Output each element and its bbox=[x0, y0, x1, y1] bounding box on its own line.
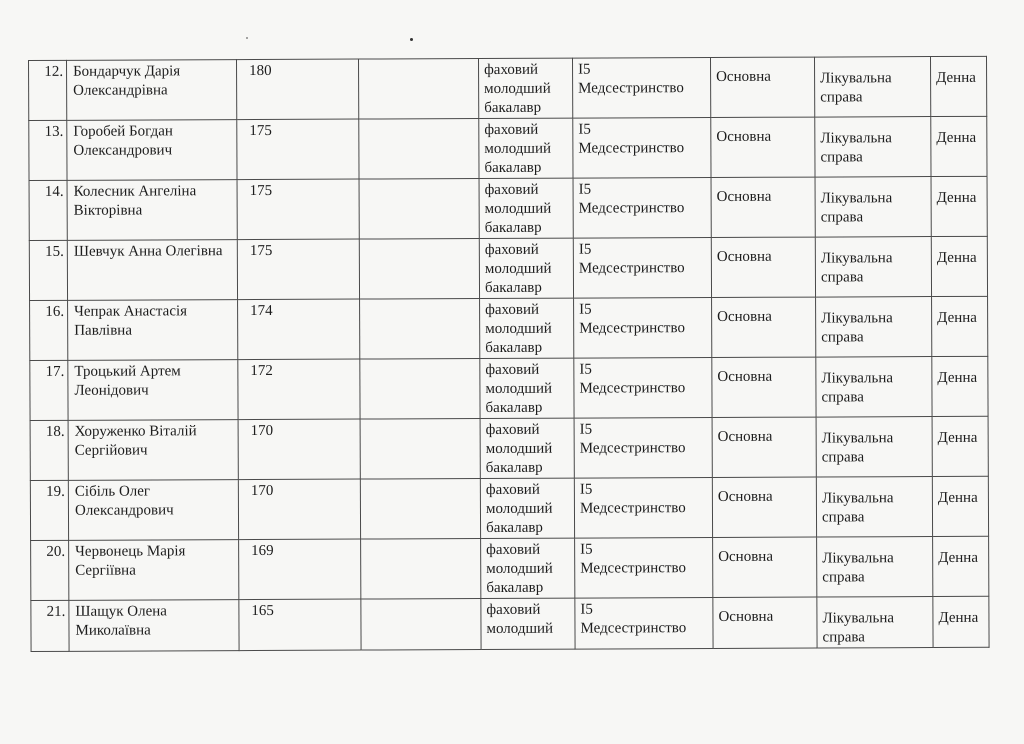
empty-cell bbox=[361, 539, 481, 600]
specialty-name: Лікувальна справа bbox=[816, 297, 932, 358]
row-number: 17. bbox=[30, 360, 68, 420]
applicant-name: Червонець Марія Сергіївна bbox=[69, 540, 239, 601]
program-code bbox=[575, 598, 713, 650]
document-sheet bbox=[28, 56, 989, 652]
applicant-score: 172 bbox=[238, 359, 360, 420]
funding-basis: Основна bbox=[712, 417, 816, 477]
program-name: Медсестринство bbox=[578, 140, 685, 157]
applicant-score: 170 bbox=[238, 479, 360, 540]
education-level: фаховий молодший бакалавр bbox=[479, 118, 573, 178]
row-number: 15. bbox=[29, 240, 67, 300]
program-name: Медсестринство bbox=[578, 260, 685, 277]
table-row bbox=[30, 416, 988, 480]
study-form: Денна bbox=[932, 476, 988, 536]
applicant-score: 165 bbox=[239, 599, 361, 651]
applicant-score: 175 bbox=[237, 239, 359, 300]
specialty-name: Лікувальна справа bbox=[816, 417, 932, 478]
study-form: Денна bbox=[931, 176, 987, 236]
study-form: Денна bbox=[932, 416, 988, 476]
row-number: 13. bbox=[29, 120, 67, 180]
program-code bbox=[575, 538, 713, 599]
funding-basis: Основна bbox=[712, 477, 816, 537]
applicant-name: Колесник Ангеліна Вікторівна bbox=[67, 180, 237, 241]
education-level: фаховий молодший бакалавр bbox=[481, 538, 575, 598]
study-form: Денна bbox=[931, 116, 987, 176]
applicant-score: 180 bbox=[237, 59, 359, 120]
program-name: Медсестринство bbox=[580, 560, 687, 577]
program-code-number: I5 bbox=[579, 361, 592, 378]
education-level: фаховий молодший бакалавр bbox=[479, 178, 573, 238]
applicant-name: Троцький Артем Леонідович bbox=[68, 360, 238, 421]
applicant-name: Чепрак Анастасія Павлівна bbox=[68, 300, 238, 361]
table-row bbox=[30, 356, 988, 420]
empty-cell bbox=[359, 239, 479, 300]
program-name: Медсестринство bbox=[579, 500, 686, 517]
applicant-name: Горобей Богдан Олександрович bbox=[67, 120, 237, 181]
funding-basis: Основна bbox=[713, 597, 817, 648]
program-code-number: I5 bbox=[579, 301, 592, 318]
applicant-score: 175 bbox=[237, 119, 359, 180]
funding-basis: Основна bbox=[711, 237, 815, 297]
program-code bbox=[572, 58, 710, 119]
program-code bbox=[573, 238, 711, 299]
program-code-number: I5 bbox=[578, 241, 592, 258]
specialty-name: Лікувальна справа bbox=[815, 117, 931, 178]
applicant-name: Бондарчук Дарія Олександрівна bbox=[67, 60, 237, 121]
applicant-name: Шащук Олена Миколаївна bbox=[69, 600, 239, 652]
row-number: 20. bbox=[31, 540, 69, 600]
applicant-name: Шевчук Анна Олегівна bbox=[67, 240, 237, 301]
program-name: Медсестринство bbox=[579, 320, 685, 337]
table-row bbox=[29, 176, 987, 240]
row-number: 19. bbox=[30, 480, 68, 540]
education-level: фаховий молодший бакалавр bbox=[480, 478, 574, 538]
study-form: Денна bbox=[933, 596, 989, 647]
program-code-number: I5 bbox=[578, 181, 592, 198]
program-code bbox=[574, 358, 712, 419]
applicant-name: Хоруженко Віталій Сергійович bbox=[68, 420, 238, 481]
empty-cell bbox=[359, 179, 479, 240]
program-code bbox=[574, 298, 712, 359]
applicant-score: 175 bbox=[237, 179, 359, 240]
program-name: Медсестринство bbox=[579, 440, 686, 457]
program-code-number: I5 bbox=[579, 421, 593, 438]
program-code bbox=[574, 418, 712, 479]
row-number: 21. bbox=[31, 600, 69, 651]
row-number: 12. bbox=[29, 60, 67, 120]
study-form: Денна bbox=[933, 536, 989, 596]
funding-basis: Основна bbox=[713, 537, 817, 597]
program-name: Медсестринство bbox=[580, 620, 687, 637]
empty-cell bbox=[360, 299, 480, 360]
empty-cell bbox=[359, 119, 479, 180]
program-code-number: I5 bbox=[580, 541, 593, 558]
funding-basis: Основна bbox=[712, 357, 816, 417]
study-form: Денна bbox=[932, 296, 988, 356]
applicant-name: Сібіль Олег Олександрович bbox=[68, 480, 238, 541]
program-code-number: I5 bbox=[580, 601, 593, 618]
table-row bbox=[29, 116, 987, 180]
program-code-number: I5 bbox=[578, 61, 591, 78]
specialty-name: Лікувальна справа bbox=[816, 477, 932, 538]
education-level: фаховий молодший бакалавр bbox=[480, 418, 574, 478]
row-number: 18. bbox=[30, 420, 68, 480]
program-code-number: I5 bbox=[578, 121, 591, 138]
education-level: фаховий молодший бакалавр bbox=[480, 358, 574, 418]
specialty-name: Лікувальна справа bbox=[817, 597, 933, 649]
education-level: фаховий молодший bbox=[481, 598, 575, 649]
program-code-number: I5 bbox=[579, 481, 593, 498]
study-form: Денна bbox=[931, 236, 987, 296]
funding-basis: Основна bbox=[711, 177, 815, 237]
empty-cell bbox=[361, 599, 481, 651]
education-level: фаховий молодший бакалавр bbox=[479, 238, 573, 298]
applicants-table bbox=[28, 56, 990, 652]
empty-cell bbox=[358, 59, 478, 120]
row-number: 14. bbox=[29, 180, 67, 240]
table-row bbox=[31, 536, 989, 600]
study-form: Денна bbox=[930, 56, 986, 116]
table-row bbox=[29, 236, 987, 300]
table-row bbox=[30, 296, 988, 360]
education-level: фаховий молодший бакалавр bbox=[480, 298, 574, 358]
empty-cell bbox=[360, 479, 480, 540]
funding-basis: Основна bbox=[710, 57, 814, 117]
program-name: Медсестринство bbox=[578, 200, 685, 217]
program-code bbox=[574, 478, 712, 539]
scan-speck bbox=[246, 37, 248, 39]
table-row bbox=[30, 476, 988, 540]
table-row bbox=[29, 56, 987, 120]
specialty-name: Лікувальна справа bbox=[815, 237, 931, 298]
table-row bbox=[31, 596, 989, 651]
empty-cell bbox=[360, 419, 480, 480]
specialty-name: Лікувальна справа bbox=[817, 537, 933, 598]
program-code bbox=[573, 118, 711, 179]
program-name: Медсестринство bbox=[579, 380, 686, 397]
funding-basis: Основна bbox=[712, 297, 816, 357]
empty-cell bbox=[360, 359, 480, 420]
specialty-name: Лікувальна справа bbox=[815, 177, 931, 238]
scan-speck bbox=[410, 38, 413, 41]
specialty-name: Лікувальна справа bbox=[816, 357, 932, 418]
program-code bbox=[573, 178, 711, 239]
program-name: Медсестринство bbox=[578, 80, 684, 97]
specialty-name: Лікувальна справа bbox=[814, 57, 930, 118]
applicant-score: 174 bbox=[238, 299, 360, 360]
applicant-score: 170 bbox=[238, 419, 360, 480]
funding-basis: Основна bbox=[711, 117, 815, 177]
row-number: 16. bbox=[30, 300, 68, 360]
study-form: Денна bbox=[932, 356, 988, 416]
education-level: фаховий молодший бакалавр bbox=[478, 58, 572, 118]
applicant-score: 169 bbox=[239, 539, 361, 600]
